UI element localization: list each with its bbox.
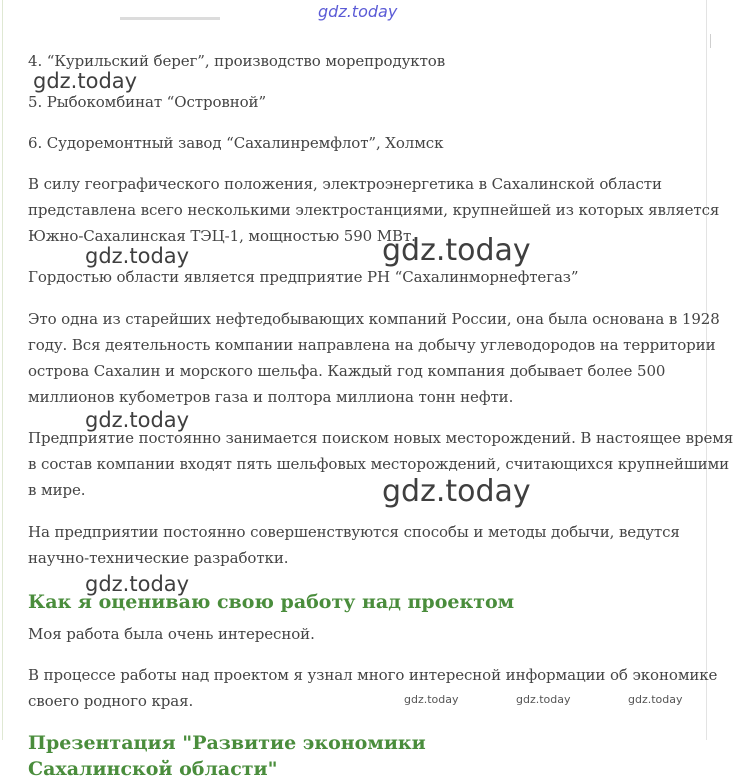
paragraph-line: Это одна из старейших нефтедобывающих компаний России, она была основана в 1928	[28, 310, 720, 328]
paragraph-line: острова Сахалин и морского шельфа. Каждый год компания добывает более 500	[28, 362, 666, 380]
paragraph-line: Моя работа была очень интересной.	[28, 625, 315, 643]
watermark: gdz.today	[516, 693, 571, 706]
paragraph-line: научно-технические разработки.	[28, 549, 289, 567]
watermark: gdz.today	[85, 408, 190, 432]
watermark: gdz.today	[318, 2, 398, 21]
scroll-mark	[710, 34, 711, 48]
watermark: gdz.today	[382, 474, 531, 509]
section-heading: Как я оцениваю свою работу над проектом	[28, 591, 515, 613]
cut-off-text	[120, 14, 220, 20]
right-border	[706, 0, 707, 740]
list-item: 4. “Курильский берег”, производство морепродуктов	[28, 52, 446, 70]
paragraph-line: Южно-Сахалинская ТЭЦ-1, мощностью 590 МВт.	[28, 227, 416, 245]
paragraph-line: В силу географического положения, электроэнергетика в Сахалинской области	[28, 175, 662, 193]
paragraph-line: году. Вся деятельность компании направлена на добычу углеводородов на территории	[28, 336, 716, 354]
paragraph-line: представлена всего несколькими электростанциями, крупнейшей из которых является	[28, 201, 720, 219]
watermark: gdz.today	[85, 572, 190, 596]
watermark: gdz.today	[628, 693, 683, 706]
paragraph-line: В процессе работы над проектом я узнал много интересной информации об экономике	[28, 666, 718, 684]
watermark: gdz.today	[382, 233, 531, 268]
paragraph-line: своего родного края.	[28, 692, 194, 710]
list-item: 6. Судоремонтный завод “Сахалинремфлот”, Холмск	[28, 134, 444, 152]
list-item: 5. Рыбокомбинат “Островной”	[28, 93, 267, 111]
left-border	[2, 0, 3, 740]
next-heading-text: Презентация "Развитие экономики Сахалинской области"	[28, 732, 426, 780]
paragraph-line: миллионов кубометров газа и полтора миллиона тонн нефти.	[28, 388, 514, 406]
paragraph-line: Гордостью области является предприятие РН “Сахалинморнефтегаз”	[28, 268, 579, 286]
next-section-heading	[28, 730, 508, 780]
paragraph-line: в мире.	[28, 481, 86, 499]
paragraph-line: в состав компании входят пять шельфовых месторождений, считающихся крупнейшими	[28, 455, 730, 473]
watermark: gdz.today	[404, 693, 459, 706]
watermark: gdz.today	[33, 69, 138, 93]
paragraph-line: На предприятии постоянно совершенствуются способы и методы добычи, ведутся	[28, 523, 680, 541]
paragraph-line: Предприятие постоянно занимается поиском новых месторождений. В настоящее время	[28, 429, 733, 447]
watermark: gdz.today	[85, 244, 190, 268]
